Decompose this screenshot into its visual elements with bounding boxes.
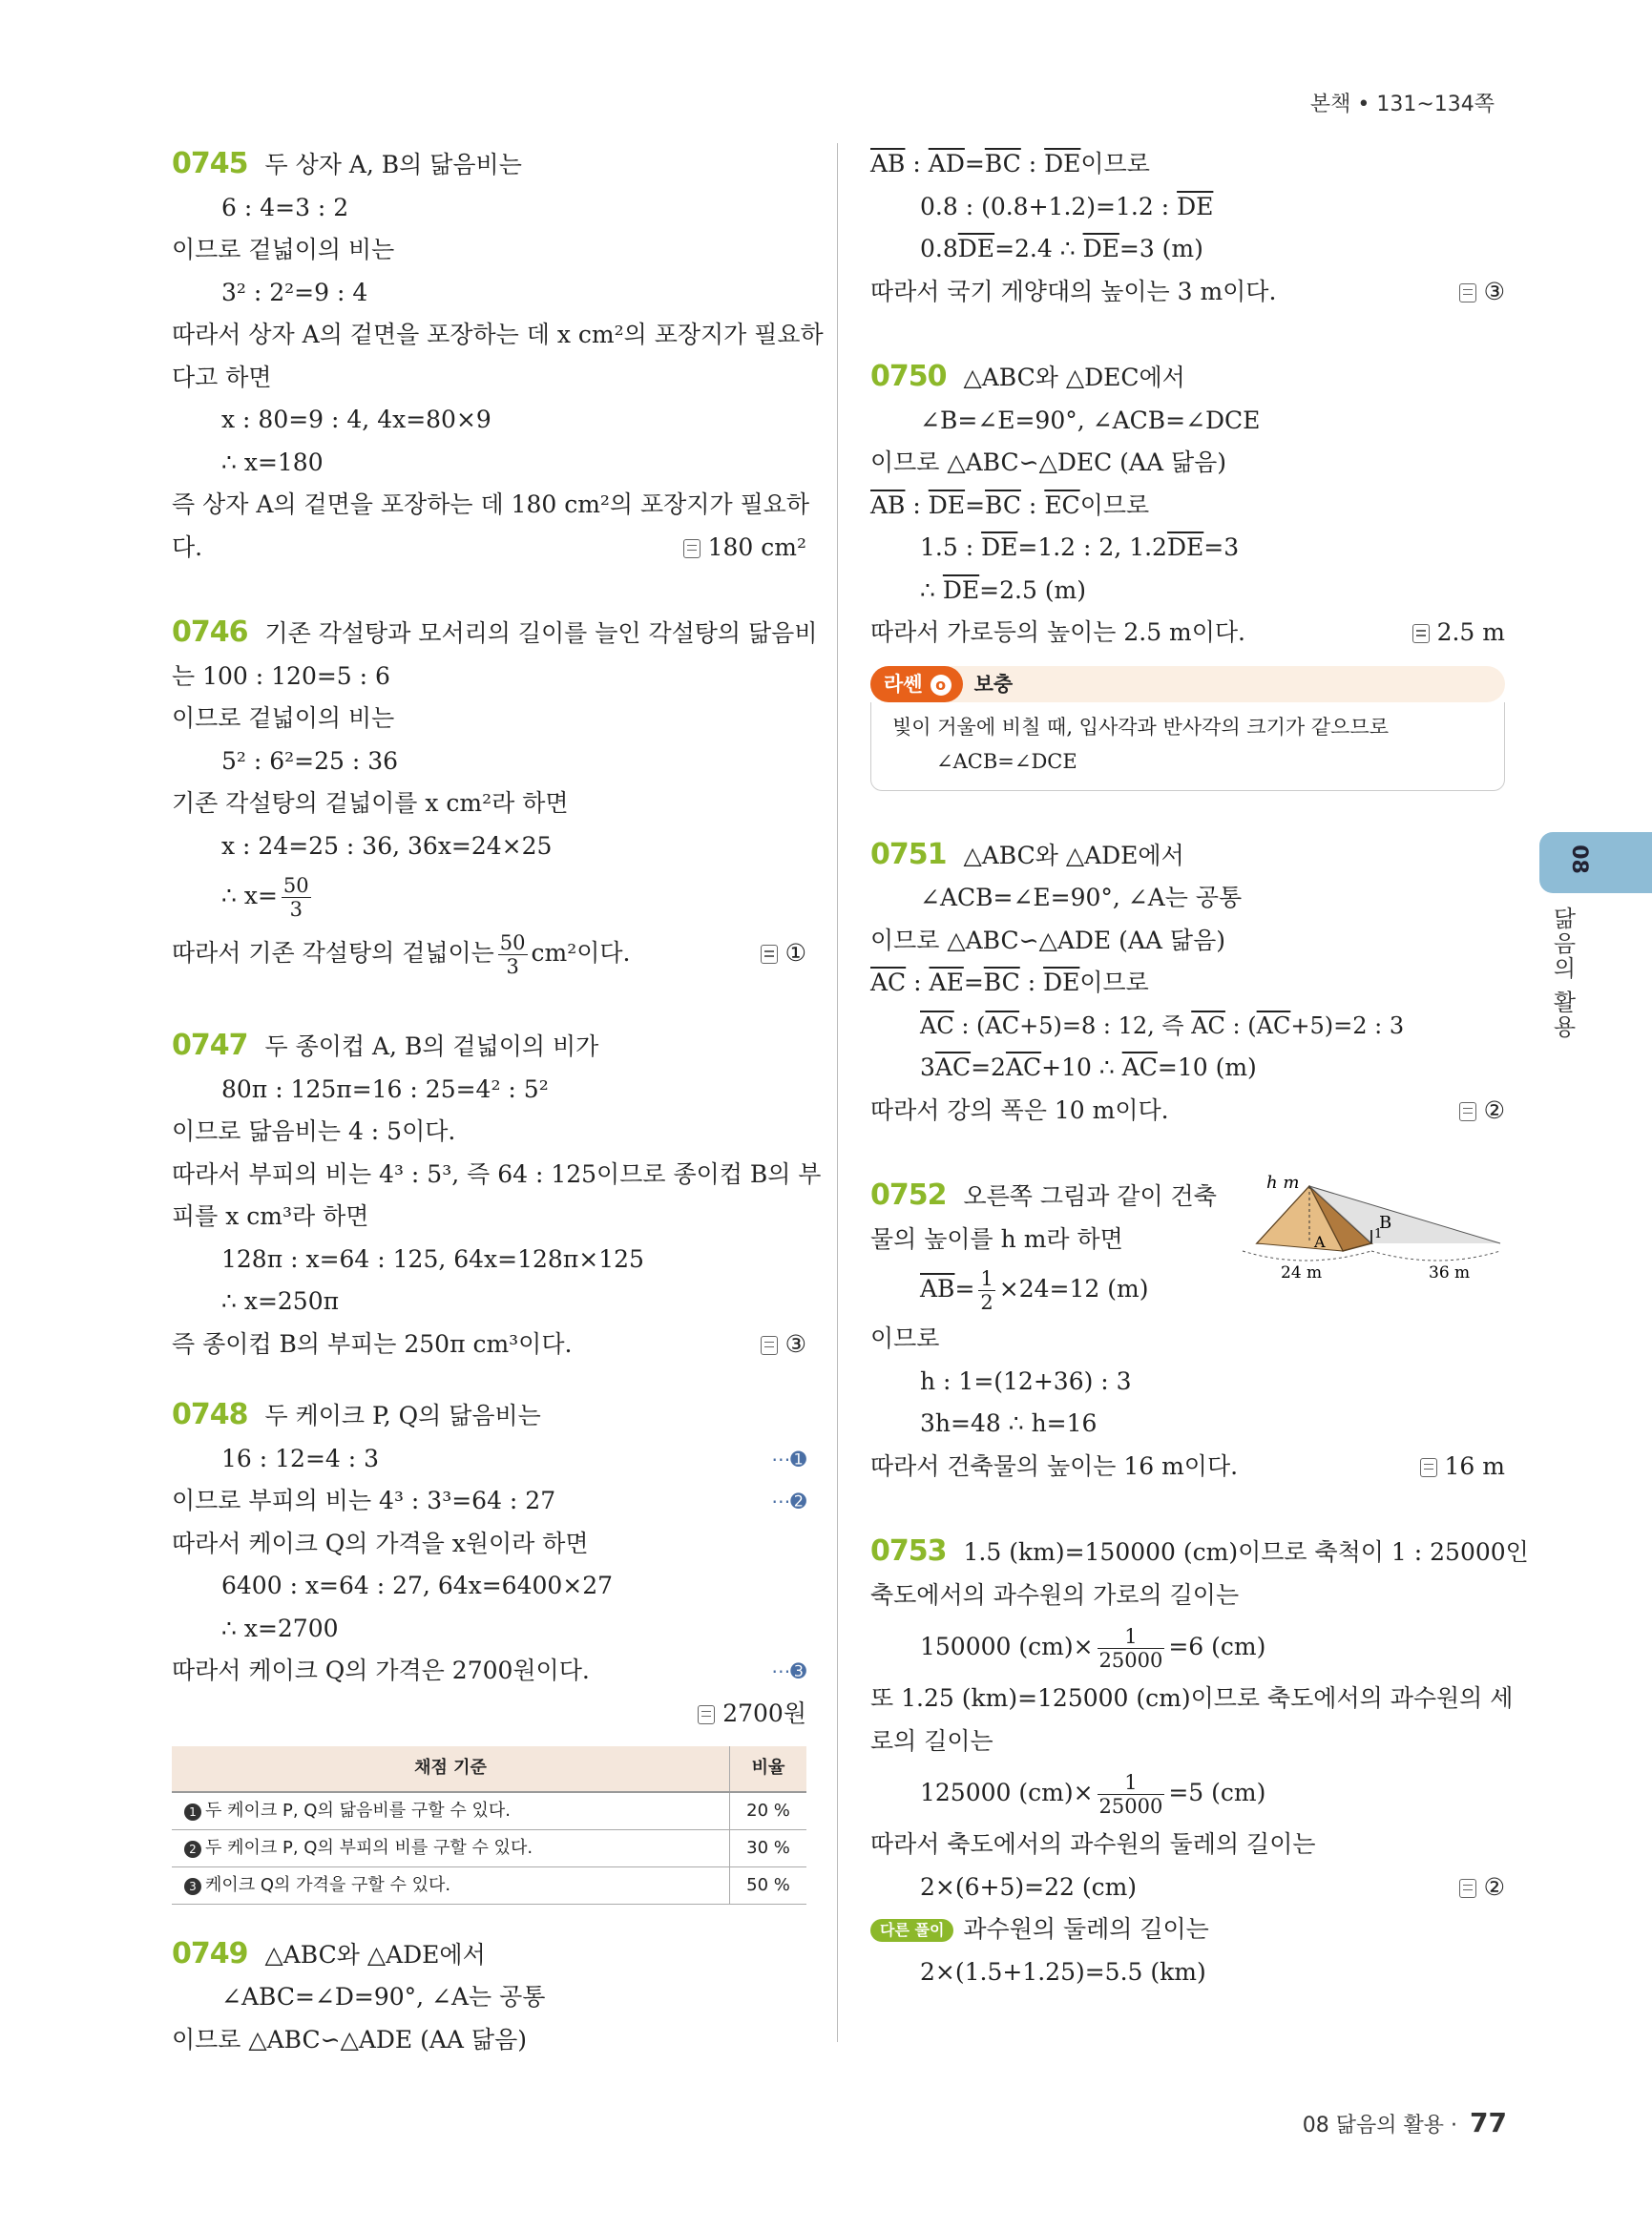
math-line: =3	[1203, 533, 1240, 561]
math-line: 3	[920, 1053, 935, 1081]
text-line: 두 케이크 P, Q의 닮음비는	[264, 1402, 541, 1429]
math-line: =1.2 : 2, 1.2	[1017, 533, 1167, 561]
math-line: 3² : 2²=9 : 4	[221, 278, 368, 306]
math-line: 0.8	[920, 235, 958, 262]
supplement-header	[870, 666, 1505, 702]
text-line: 다고 하면	[172, 363, 272, 391]
alt-solution-tag: 다른 풀이	[870, 1919, 953, 1942]
denominator: 25000	[1098, 1649, 1163, 1672]
text: 이므로	[1080, 150, 1150, 177]
colon: :	[1020, 150, 1045, 177]
text-line: 피를 x cm³라 하면	[172, 1202, 369, 1230]
text-line: 기존 각설탕의 겉넓이를 x cm²라 하면	[172, 789, 569, 817]
text-line: 따라서 건축물의 높이는 16 m이다.	[870, 1451, 1239, 1480]
step-marker: ⋯➌	[771, 1659, 806, 1682]
colon: :	[905, 490, 929, 519]
math-line: 2×(1.5+1.25)=5.5 (km)	[920, 1957, 1206, 1986]
problem-number: 0753	[870, 1534, 947, 1568]
problem-number: 0751	[870, 837, 947, 871]
segment: $\overline{AC}$	[1005, 1053, 1042, 1081]
chapter-side-label: 닮음의 활용	[1549, 907, 1576, 1040]
math-line: 6400 : x=64 : 27, 64x=6400×27	[221, 1572, 614, 1599]
segment: $\overline{DE}$	[1166, 533, 1204, 561]
table-row	[172, 1866, 806, 1904]
text-line: 즉 종이컵 B의 부피는 250π cm³이다.	[172, 1329, 573, 1358]
answer	[1412, 612, 1505, 655]
brand-tag-label: 라쎈	[884, 672, 923, 696]
text-line: 이므로 겉넓이의 비는	[172, 236, 395, 263]
supplement-box	[870, 666, 1505, 791]
segment: $\overline{DE}$	[957, 235, 995, 262]
numerator: 1	[1098, 1625, 1165, 1649]
footer-chapter: 08 닮음의 활용	[1302, 2114, 1445, 2137]
segment: $\overline{DE}$	[1082, 235, 1119, 262]
criterion: 케이크 Q의 가격을 구할 수 있다.	[205, 1874, 451, 1895]
segment: $\overline{BC}$	[983, 969, 1020, 996]
answer-icon	[1459, 1102, 1476, 1121]
left-column	[172, 143, 824, 2061]
answer	[1420, 1446, 1505, 1489]
answer	[761, 925, 806, 982]
text-line: 오른쪽 그림과 같이 건축	[963, 1182, 1217, 1210]
math-line: 150000 (cm)×	[920, 1633, 1094, 1660]
fraction	[1098, 1625, 1165, 1672]
problem-0751: 0751 △ABC와 △ADE에서 ∠ACB=∠E=90°, ∠A는 공통 이므로 △ABC∽△ADE (AA 닮음) $\overline{AC}$ : $\overline{AE}=\overline{BC}$ : $\overline{DE}$이므로 $\overline{AC}$ : $(\overline{AC}+5)=8$ : 12, 즉 $\overline{AC}$ : $(\overline{AC}+5)=2$ : 3 $3\overline{AC}=2\overline{AC}+10$ ∴ $\overline{AC}=10$ (m) 따라서 강의 폭은 10 m이다. ②	[870, 834, 1505, 1133]
answer-value: 16 m	[1444, 1451, 1505, 1480]
numerator: 50	[499, 931, 526, 954]
problem-number: 0747	[172, 1029, 248, 1062]
text-line: 1.5 (km)=150000 (cm)이므로 축척이 1 : 25000인	[963, 1538, 1529, 1566]
math-line: =10 (m)	[1157, 1053, 1257, 1081]
text-line: 이므로 △ABC∽△ADE (AA 닮음)	[172, 2025, 527, 2054]
math-line: =8 : 12, 즉	[1061, 1011, 1192, 1039]
colon: :	[1020, 490, 1045, 519]
step-mark: 1	[184, 1804, 201, 1821]
answer-icon	[761, 945, 778, 964]
segment: $\overline{AC}$	[870, 969, 907, 996]
step-marker: ⋯➋	[771, 1490, 806, 1512]
math-line: 5² : 6²=25 : 36	[221, 746, 399, 775]
text-line: 두 상자 A, B의 닮음비는	[264, 151, 522, 178]
answer-icon	[698, 1705, 715, 1724]
problem-number: 0746	[172, 615, 248, 649]
text-line: 따라서 케이크 Q의 가격은 2700원이다.	[172, 1657, 590, 1684]
math-line: ∠ACB=∠E=90°, ∠A는 공통	[920, 884, 1243, 911]
text-line: 이므로 닮음비는 4 : 5이다.	[172, 1117, 456, 1145]
text-line: 이므로	[870, 1324, 940, 1352]
step-mark: 2	[184, 1841, 201, 1858]
answer	[1459, 1866, 1505, 1909]
text-line: △ABC와 △ADE에서	[264, 1940, 486, 1969]
answer-value: 180 cm²	[707, 532, 806, 561]
segment: $\overline{DE}$	[928, 490, 966, 519]
answer-value: ②	[1483, 1095, 1505, 1124]
math-line: +10 ∴	[1041, 1053, 1122, 1081]
problem-number: 0748	[172, 1398, 248, 1431]
text-line: 따라서 가로등의 높이는 2.5 m이다.	[870, 618, 1245, 646]
segment: $\overline{DE}$	[981, 533, 1018, 561]
segment: $\overline{AC}$	[1256, 1011, 1291, 1039]
math-line: 1.5 :	[920, 533, 982, 561]
segment: $\overline{DE}$	[1044, 150, 1081, 177]
text-line: 로의 길이는	[870, 1726, 993, 1755]
text-line: △ABC와 △DEC에서	[963, 364, 1185, 391]
math-line: =2.4 ∴	[994, 235, 1083, 262]
table-row	[172, 1829, 806, 1866]
numerator: 1	[980, 1267, 993, 1290]
math-line: 3h=48 ∴ h=16	[920, 1409, 1098, 1437]
segment: $\overline{BC}$	[985, 490, 1021, 519]
segment: $\overline{DE}$	[942, 575, 980, 604]
segment: $\overline{AC}$	[934, 1053, 972, 1081]
text-line: 이므로 부피의 비는 4³ : 3³=64 : 27	[172, 1487, 556, 1514]
segment: $\overline{AB}$	[870, 490, 906, 519]
problem-0752	[870, 1175, 1505, 1488]
text-line: 이므로 △ABC∽△DEC (AA 닮음)	[870, 448, 1227, 476]
segment: $\overline{AB}$	[870, 150, 906, 177]
label-h: h m	[1266, 1175, 1300, 1193]
math-line: ∴ x=180	[221, 448, 324, 476]
answer-icon	[1420, 1458, 1437, 1477]
text-line: 과수원의 둘레의 길이는	[963, 1915, 1209, 1943]
page-number: 77	[1470, 2107, 1507, 2138]
problem-number: 0745	[172, 147, 248, 180]
math-line: =2	[971, 1053, 1006, 1081]
answer-icon	[683, 539, 701, 558]
label-b: B	[1379, 1213, 1392, 1233]
problem-0748	[172, 1394, 806, 1905]
problem-0747	[172, 1025, 822, 1366]
table-header: 비율	[730, 1746, 807, 1792]
text-line: 축도에서의 과수원의 가로의 길이는	[870, 1580, 1240, 1609]
math-line: 125000 (cm)×	[920, 1779, 1094, 1806]
label-one: 1	[1374, 1227, 1383, 1241]
text-line: 따라서 부피의 비는 4³ : 5³, 즉 64 : 125이므로 종이컵 B의 부	[172, 1159, 822, 1188]
text-line: 따라서 축도에서의 과수원의 둘레의 길이는	[870, 1830, 1316, 1858]
eq: =	[954, 1275, 975, 1303]
problem-number: 0749	[172, 1936, 248, 1970]
numerator: 50	[282, 874, 309, 897]
numerator: 1	[1098, 1771, 1165, 1795]
problem-0749-cont	[870, 143, 1505, 313]
segment: $\overline{AB}$	[920, 1275, 955, 1303]
rate: 50 %	[730, 1866, 807, 1904]
step-marker: ⋯➊	[771, 1447, 806, 1470]
fraction	[282, 874, 311, 921]
label-36m: 36 m	[1429, 1263, 1471, 1282]
segment: $\overline{AC}$	[1191, 1011, 1225, 1039]
chapter-number: 08	[1566, 844, 1591, 874]
math-line: ∴	[920, 575, 943, 604]
text: 이므로	[1079, 490, 1150, 519]
math-line: ∴ x=250π	[221, 1287, 340, 1315]
segment: $\overline{BC}$	[984, 150, 1021, 177]
eq: =	[963, 969, 984, 996]
chapter-tab	[1539, 832, 1652, 893]
problem-number: 0752	[870, 1178, 947, 1212]
math-line: 0.8 : (0.8+1.2)=1.2 :	[920, 192, 1178, 220]
answer-value: ③	[784, 1329, 806, 1358]
rate: 30 %	[730, 1829, 807, 1866]
text-line: 따라서 상자 A의 겉면을 포장하는 데 x cm²의 포장지가 필요하	[172, 321, 824, 348]
problem-number: 0750	[870, 360, 947, 393]
math-line: 2×(6+5)=22 (cm)	[920, 1872, 1138, 1901]
text-line: 기존 각설탕과 모서리의 길이를 늘인 각설탕의 닮음비	[264, 619, 818, 647]
right-column	[870, 143, 1529, 1993]
math-line: 128π : x=64 : 125, 64x=128π×125	[221, 1244, 644, 1273]
math-line: x : 80=9 : 4, 4x=80×9	[221, 406, 491, 433]
text-line: 따라서 기존 각설탕의 겉넓이는	[172, 939, 494, 967]
text-line: 두 종이컵 A, B의 겉넓이의 비가	[264, 1032, 599, 1060]
answer-icon	[761, 1336, 778, 1355]
colon: :	[1019, 969, 1044, 996]
answer-value: 2.5 m	[1436, 618, 1505, 646]
text-line: 따라서 케이크 Q의 가격을 x원이라 하면	[172, 1529, 589, 1557]
answer-value: ①	[784, 939, 806, 967]
math-line: h : 1=(12+36) : 3	[920, 1366, 1132, 1395]
segment: $\overline{EC}$	[1044, 490, 1080, 519]
table-header: 채점 기준	[172, 1746, 730, 1792]
segment: $\overline{DE}$	[1177, 192, 1214, 220]
supplement-title: 보충	[973, 672, 1014, 696]
answer-icon	[1459, 1879, 1476, 1898]
colon: :	[905, 150, 929, 177]
denominator: 3	[506, 955, 519, 978]
rate: 20 %	[730, 1792, 807, 1830]
text-line: 따라서 국기 게양대의 높이는 3 m이다.	[870, 277, 1277, 305]
problem-0745	[172, 143, 824, 569]
text-line: 는 100 : 120=5 : 6	[172, 661, 390, 690]
text-line: 빛이 거울에 비칠 때, 입사각과 반사각의 크기가 같으므로	[892, 715, 1389, 739]
column-divider	[837, 143, 838, 2042]
answer	[761, 1324, 806, 1366]
pyramid-figure	[1238, 1175, 1505, 1289]
fraction	[498, 931, 528, 978]
answer-value: ③	[1483, 277, 1505, 305]
answer-value: ②	[1483, 1872, 1505, 1901]
fraction	[1098, 1771, 1165, 1818]
colon: :	[906, 969, 930, 996]
answer	[683, 527, 806, 570]
segment: $\overline{DE}$	[1043, 969, 1080, 996]
math-line: ∴ x=	[221, 882, 278, 909]
text: 이므로	[1079, 969, 1149, 996]
eq: =	[964, 150, 985, 177]
page-footer: 08 닮음의 활용 · 77	[1302, 2107, 1507, 2138]
problem-0749-start	[172, 1933, 806, 2062]
problem-0746	[172, 612, 818, 982]
segment: $\overline{AC}$	[920, 1011, 954, 1039]
math-line: =2 : 3	[1333, 1011, 1405, 1039]
math-line: ×24=12 (m)	[998, 1275, 1149, 1303]
table-row	[172, 1792, 806, 1830]
math-line: 16 : 12=4 : 3	[221, 1444, 380, 1472]
denominator: 3	[289, 898, 303, 921]
text-line: 물의 높이를 h m라 하면	[870, 1224, 1123, 1253]
scoring-table	[172, 1746, 806, 1905]
denominator: 2	[980, 1291, 993, 1314]
text-line: 즉 상자 A의 겉면을 포장하는 데 180 cm²의 포장지가 필요하	[172, 490, 810, 518]
text-line: 이므로 △ABC∽△ADE (AA 닮음)	[870, 926, 1225, 954]
brand-mark: o	[931, 675, 951, 696]
math-line: =3 (m)	[1119, 235, 1203, 262]
problem-0753	[870, 1531, 1529, 1993]
label-24m: 24 m	[1281, 1263, 1323, 1282]
label-a: A	[1314, 1233, 1326, 1251]
criterion: 두 케이크 P, Q의 부피의 비를 구할 수 있다.	[205, 1837, 533, 1858]
answer	[1459, 271, 1505, 314]
segment: $\overline{AC}$	[985, 1011, 1020, 1039]
math-line: 6 : 4=3 : 2	[221, 193, 349, 221]
text-line: cm²이다.	[531, 939, 631, 967]
problem-0750	[870, 356, 1505, 791]
criterion: 두 케이크 P, Q의 닮음비를 구할 수 있다.	[205, 1800, 511, 1821]
text-line: 이므로 겉넓이의 비는	[172, 704, 395, 732]
text-line: 또 1.25 (km)=125000 (cm)이므로 축도에서의 과수원의 세	[870, 1684, 1514, 1712]
brand-tag	[870, 666, 963, 702]
math-line: =5 (cm)	[1168, 1779, 1266, 1806]
math-line: ∴ x=2700	[221, 1614, 339, 1642]
answer-value: 2700원	[722, 1699, 806, 1727]
text-line: 다.	[172, 532, 203, 561]
step-mark: 3	[184, 1878, 201, 1895]
text-line: 따라서 강의 폭은 10 m이다.	[870, 1095, 1169, 1124]
math-line: ∠ACB=∠DCE	[936, 749, 1077, 773]
answer	[1459, 1090, 1505, 1133]
math-line: 80π : 125π=16 : 25=4² : 5²	[221, 1074, 549, 1103]
fraction	[978, 1267, 994, 1314]
segment: $\overline{AE}$	[929, 969, 964, 996]
segment: $\overline{AD}$	[928, 150, 965, 177]
page-header: 본책 • 131~134쪽	[1309, 93, 1495, 116]
math-line: ∠ABC=∠D=90°, ∠A는 공통	[221, 1983, 546, 2011]
denominator: 25000	[1098, 1795, 1163, 1818]
eq: =	[965, 490, 986, 519]
segment: $\overline{AC}$	[1121, 1053, 1158, 1081]
answer-icon	[1412, 624, 1430, 643]
answer-icon	[1459, 283, 1476, 302]
supplement-body	[870, 702, 1505, 791]
math-line: ∠B=∠E=90°, ∠ACB=∠DCE	[920, 406, 1261, 434]
math-line: =2.5 (m)	[979, 575, 1087, 604]
math-line: x : 24=25 : 36, 36x=24×25	[221, 831, 553, 860]
math-line: =6 (cm)	[1168, 1633, 1266, 1660]
text-line: △ABC와 △ADE에서	[963, 841, 1184, 869]
